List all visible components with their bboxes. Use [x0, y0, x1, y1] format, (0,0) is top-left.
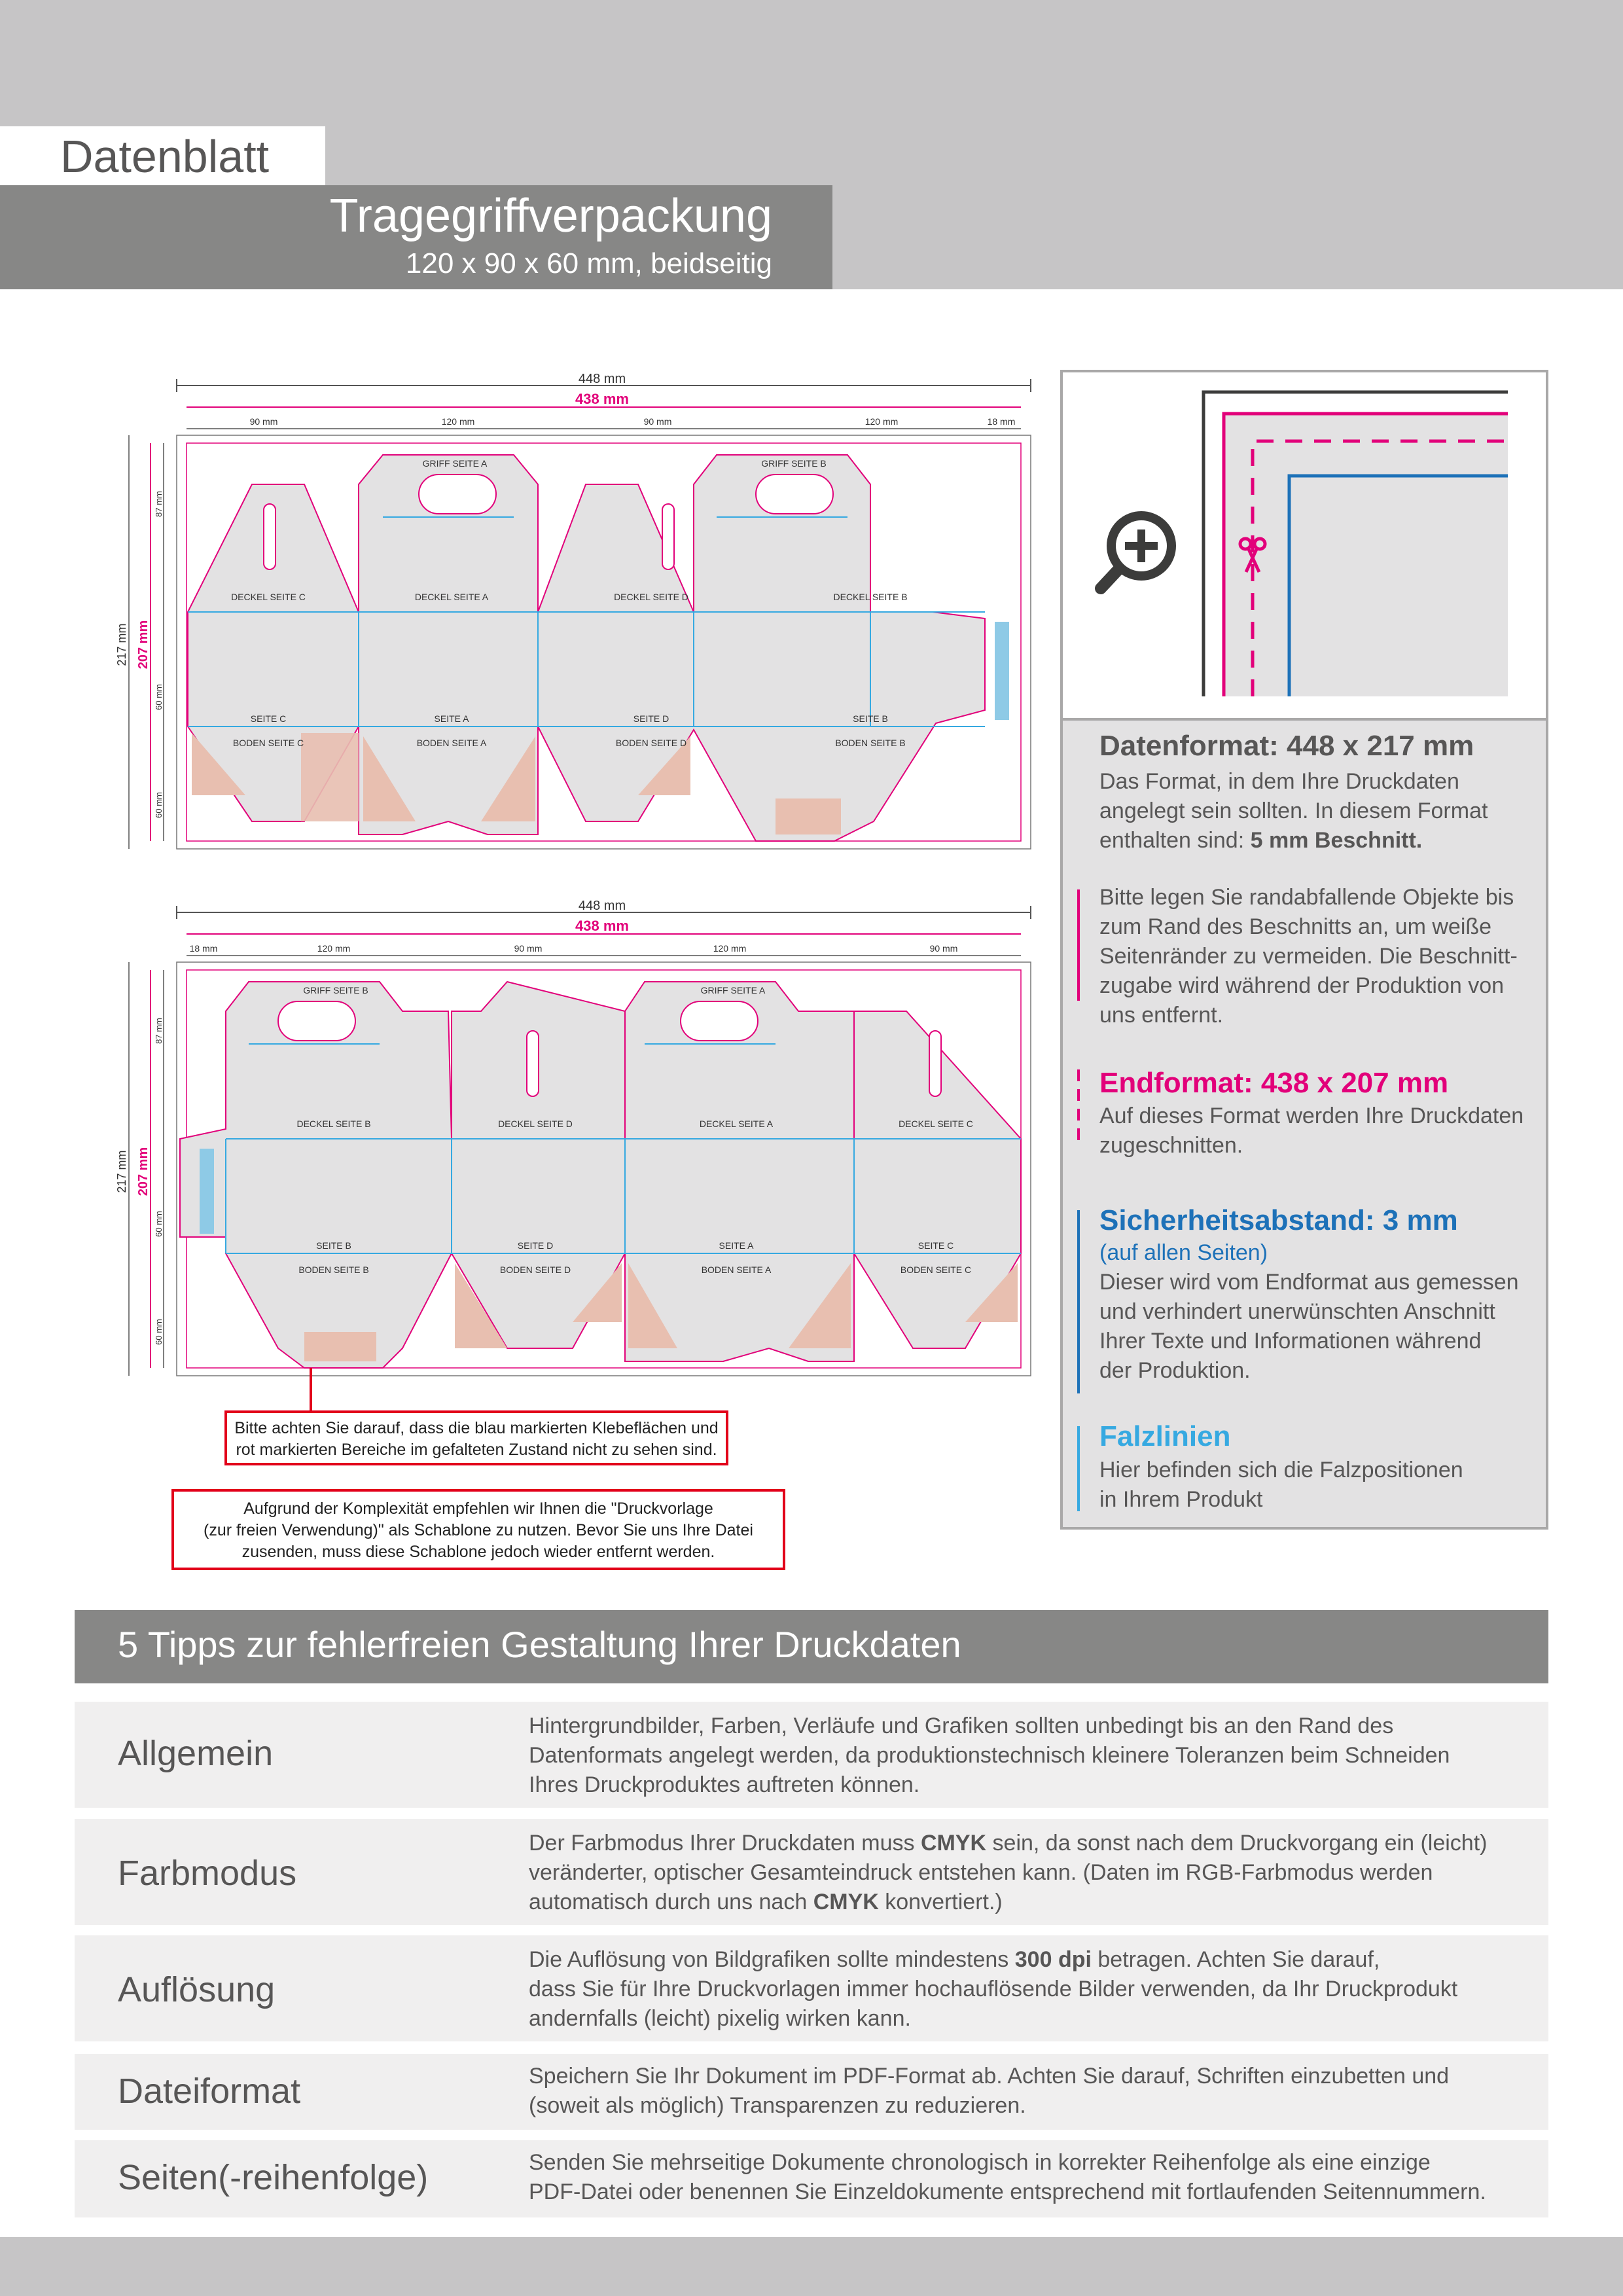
- handle-cutout: [278, 1001, 355, 1041]
- height-segment-label: 87 mm: [154, 491, 164, 517]
- total-width-label: 448 mm: [578, 372, 626, 386]
- height-segment-label: 60 mm: [154, 1211, 164, 1237]
- height-end-label: 207 mm: [136, 620, 151, 670]
- tip-label: Auflösung: [118, 1970, 276, 2009]
- seite-label: SEITE A: [719, 1240, 754, 1251]
- tip-label: Seiten(-reihenfolge): [118, 2158, 429, 2197]
- product-title: Tragegriffverpackung: [329, 190, 772, 242]
- note-pointer: [310, 1381, 312, 1411]
- segment-label: 90 mm: [643, 416, 672, 427]
- deckel-label: DECKEL SEITE B: [833, 592, 908, 602]
- tip-row-aufloesung: [75, 1935, 1548, 2041]
- segment-label: 18 mm: [189, 943, 218, 954]
- total-width-label: 448 mm: [578, 899, 626, 913]
- tip-label: Farbmodus: [118, 1854, 297, 1893]
- seite-label: SEITE A: [434, 713, 469, 724]
- seite-label: SEITE C: [250, 713, 287, 724]
- tip-text: Der Farbmodus Ihrer Druckdaten muss CMYK sein, da sonst nach dem Druckvorgang ein (leicht) veränderter, optischer Gesamteindruck entstehen kann. (Daten im RGB-Farbmodus werden automatisch durch uns nach CMYK konvertiert.): [529, 1831, 1488, 1914]
- tip-text: Senden Sie mehrseitige Dokumente chronologisch in korrekter Reihenfolge als eine einzige PDF-Datei oder benennen Sie Einzeldokumente entsprechend mit fortlaufenden Seitennummern.: [529, 2150, 1486, 2204]
- segment-label: 90 mm: [929, 943, 958, 954]
- boden-label: BODEN SEITE C: [900, 1265, 972, 1275]
- handle-cutout: [419, 475, 496, 514]
- endformat-marker: [1077, 1069, 1080, 1145]
- datenformat-text: Das Format, in dem Ihre Druckdaten angelegt sein sollten. In diesem Format enthalten sind: 5 mm Beschnitt.: [1099, 769, 1488, 853]
- deckel-label: DECKEL SEITE B: [296, 1119, 371, 1129]
- segment-label: 90 mm: [514, 943, 543, 954]
- segment-label: 120 mm: [865, 416, 899, 427]
- height-total-label: 217 mm: [115, 623, 128, 666]
- datenblatt-label: Datenblatt: [60, 131, 270, 182]
- endformat-text: Auf dieses Format werden Ihre Druckdaten zugeschnitten.: [1099, 1103, 1524, 1158]
- tip-text: Hintergrundbilder, Farben, Verläufe und Grafiken sollten unbedingt bis an den Rand des Datenformats angelegt werden, da produktionstechnisch kleinere Toleranzen beim Schneiden Ihres Druckproduktes auftreten können.: [529, 1713, 1450, 1797]
- endformat-title: Endformat: 438 x 207 mm: [1099, 1067, 1449, 1099]
- segment-label: 90 mm: [249, 416, 278, 427]
- footer-band: [0, 2237, 1623, 2296]
- boden-label: BODEN SEITE B: [298, 1265, 369, 1275]
- height-segment-label: 60 mm: [154, 1319, 164, 1345]
- deckel-label: DECKEL SEITE C: [899, 1119, 973, 1129]
- safety-marker: [1077, 1210, 1080, 1393]
- boden-label: BODEN SEITE B: [835, 738, 906, 748]
- boden-label: BODEN SEITE A: [701, 1265, 772, 1275]
- dieline-diagram-back: [115, 897, 1037, 1381]
- tip-row-farbmodus: [75, 1819, 1548, 1925]
- deckel-label: DECKEL SEITE A: [414, 592, 489, 602]
- boden-label: BODEN SEITE D: [499, 1265, 571, 1275]
- tip-row-seiten: [75, 2140, 1548, 2217]
- tip-text: Speichern Sie Ihr Dokument im PDF-Format ab. Achten Sie darauf, Schriften einzubetten und (soweit als möglich) Transparenzen zu reduzieren.: [529, 2064, 1450, 2118]
- griff-label: GRIFF SEITE B: [303, 985, 368, 996]
- safety-subtitle: (auf allen Seiten): [1099, 1240, 1268, 1265]
- datenblatt-tab: [0, 126, 325, 185]
- segment-label: 120 mm: [713, 943, 747, 954]
- deckel-label: DECKEL SEITE D: [498, 1119, 573, 1129]
- griff-label: GRIFF SEITE A: [422, 458, 488, 469]
- deckel-label: DECKEL SEITE A: [699, 1119, 774, 1129]
- handle-cutout: [756, 475, 833, 514]
- safety-title: Sicherheitsabstand: 3 mm: [1099, 1204, 1458, 1236]
- end-width-label: 438 mm: [575, 391, 629, 407]
- seite-label: SEITE D: [633, 713, 669, 724]
- deckel-label: DECKEL SEITE C: [231, 592, 306, 602]
- tip-label: Dateiformat: [118, 2072, 301, 2111]
- tips-heading-bar: [75, 1610, 1548, 1683]
- griff-label: GRIFF SEITE A: [700, 985, 766, 996]
- boden-label: BODEN SEITE A: [416, 738, 487, 748]
- glue-area: [200, 1149, 214, 1234]
- template-note-line: Aufgrund der Komplexität empfehlen wir Ihnen die "Druckvorlage: [243, 1499, 713, 1518]
- fold-text: Hier befinden sich die Falzpositionen in Ihrem Produkt: [1099, 1458, 1463, 1512]
- boden-label: BODEN SEITE C: [232, 738, 304, 748]
- tips-heading: 5 Tipps zur fehlerfreien Gestaltung Ihrer Druckdaten: [118, 1624, 961, 1665]
- info-panel: [1060, 370, 1548, 1530]
- datenformat-title: Datenformat: 448 x 217 mm: [1099, 730, 1474, 762]
- glue-note-line: Bitte achten Sie darauf, dass die blau markierten Klebeflächen und: [234, 1419, 719, 1437]
- product-subtitle: 120 x 90 x 60 mm, beidseitig: [405, 247, 772, 279]
- tip-text: Die Auflösung von Bildgrafiken sollte mindestens 300 dpi betragen. Achten Sie darauf, dass Sie für Ihre Druckvorlagen immer hochauflösende Bilder verwenden, da Ihr Druckprodukt andernfalls (leicht) pixelig wirken kann.: [529, 1947, 1458, 2031]
- segment-label: 18 mm: [987, 416, 1016, 427]
- segment-label: 120 mm: [317, 943, 351, 954]
- height-segment-label: 87 mm: [154, 1018, 164, 1044]
- seite-label: SEITE B: [316, 1240, 351, 1251]
- safety-text: Dieser wird vom Endformat aus gemessen und verhindert unerwünschten Anschnitt Ihrer Texte und Informationen während der Produktion.: [1099, 1270, 1519, 1383]
- height-total-label: 217 mm: [115, 1150, 128, 1193]
- dieline-svg-back: [115, 897, 1037, 1381]
- glue-area: [995, 622, 1009, 720]
- template-note: [171, 1489, 785, 1570]
- seite-label: SEITE B: [853, 713, 888, 724]
- tip-label: Allgemein: [118, 1734, 274, 1773]
- bleed-marker: [1077, 889, 1080, 1001]
- template-note-line: (zur freien Verwendung)" als Schablone zu nutzen. Bevor Sie uns Ihre Datei: [204, 1521, 753, 1539]
- title-bar: [0, 185, 832, 289]
- fold-title: Falzlinien: [1099, 1420, 1231, 1452]
- bleed-text: Bitte legen Sie randabfallende Objekte bis zum Rand des Beschnitts an, um weiße Seitenränder zu vermeiden. Die Beschnitt- zugabe wird während der Produktion von uns entfernt.: [1099, 885, 1518, 1028]
- height-segment-label: 60 mm: [154, 792, 164, 818]
- segment-label: 120 mm: [441, 416, 475, 427]
- handle-cutout: [681, 1001, 758, 1041]
- tip-row-allgemein: [75, 1702, 1548, 1808]
- template-note-line: zusenden, muss diese Schablone jedoch wieder entfernt werden.: [241, 1543, 715, 1561]
- format-illustration: [1063, 372, 1546, 721]
- glue-note: [224, 1410, 728, 1465]
- dieline-diagram-front: [115, 370, 1037, 854]
- tip-row-dateiformat: [75, 2054, 1548, 2130]
- end-width-label: 438 mm: [575, 918, 629, 934]
- deckel-label: DECKEL SEITE D: [614, 592, 688, 602]
- fold-marker: [1077, 1426, 1080, 1511]
- height-end-label: 207 mm: [136, 1147, 151, 1196]
- format-illustration-svg: [1063, 372, 1546, 718]
- zoom-in-icon: [1101, 516, 1171, 588]
- glue-note-line: rot markierten Bereiche im gefalteten Zustand nicht zu sehen sind.: [236, 1441, 717, 1459]
- height-segment-label: 60 mm: [154, 684, 164, 710]
- boden-label: BODEN SEITE D: [615, 738, 687, 748]
- griff-label: GRIFF SEITE B: [761, 458, 827, 469]
- dieline-svg-front: [115, 370, 1037, 854]
- seite-label: SEITE C: [918, 1240, 954, 1251]
- seite-label: SEITE D: [517, 1240, 554, 1251]
